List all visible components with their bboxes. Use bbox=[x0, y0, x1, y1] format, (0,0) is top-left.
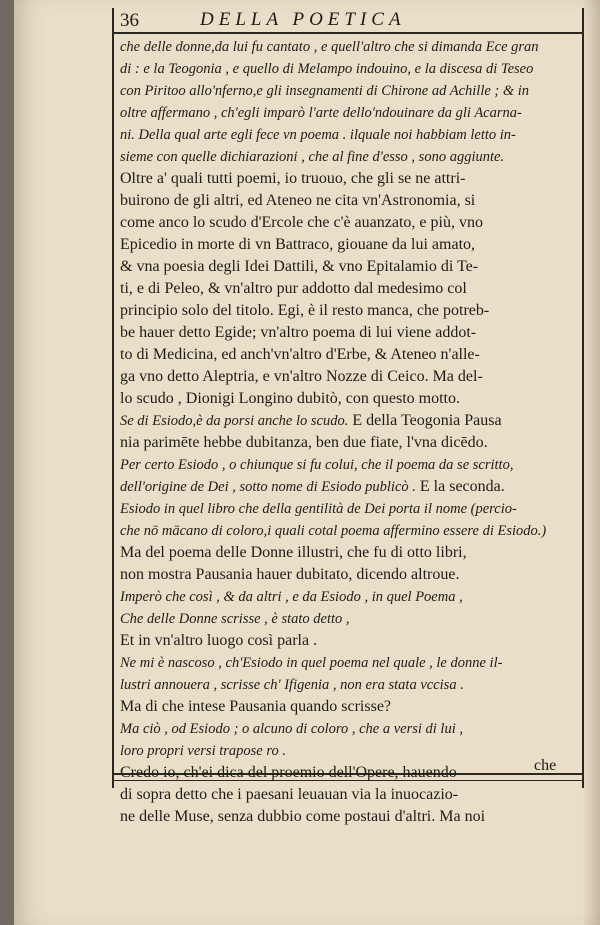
text-line: buirono de gli altri, ed Ateneo ne cita vn'Astronomia, si bbox=[120, 192, 476, 209]
text-line: con Piritoo allo'nferno,e gli insegnamenti di Chirone ad Achille ; & in bbox=[120, 83, 530, 99]
text-line: ni. Della qual arte egli fece vn poema . ilquale noi habbiam letto in- bbox=[120, 127, 516, 143]
text-line: come anco lo scudo d'Ercole che c'è auanzato, e più, vno bbox=[120, 214, 483, 231]
text-line: Ma del poema delle Donne illustri, che fu di otto libri, bbox=[120, 544, 467, 561]
text-line: Per certo Esiodo , o chiunque si fu colui, che il poema da se scritto, bbox=[120, 457, 514, 473]
text-line: Epicedio in morte di vn Battraco, giouane da lui amato, bbox=[120, 236, 476, 253]
text-line bbox=[120, 410, 576, 432]
page-number: 36 bbox=[120, 10, 139, 31]
text-line: Et in vn'altro luogo così parla . bbox=[120, 632, 318, 649]
text-line: principio solo del titolo. Egi, è il resto manca, che potreb- bbox=[120, 302, 490, 319]
text-line: Esiodo in quel libro che della gentilità de Dei porta il nome (percio- bbox=[120, 501, 517, 517]
text-line: di : e la Teogonia , e quello di Melampo indouino, e la discesa di Teseo bbox=[120, 61, 534, 77]
body-text bbox=[120, 36, 576, 828]
text-line: che nō mācano di coloro,i quali cotal poema affermino essere di Esiodo.) bbox=[120, 523, 547, 539]
roman-run: E la seconda. bbox=[415, 478, 505, 495]
text-line: lo scudo , Dionigi Longino dubitò, con questo motto. bbox=[120, 390, 460, 407]
text-line: Credo io, ch'ei dica del proemio dell'Opere, hauendo bbox=[120, 764, 457, 781]
text-line: be hauer detto Egide; vn'altro poema di lui viene addot- bbox=[120, 324, 477, 341]
page-edge-shadow bbox=[582, 0, 600, 925]
text-line: oltre affermano , ch'egli imparò l'arte dello'ndouinare da gli Acarna- bbox=[120, 105, 522, 121]
text-line: Che delle Donne scrisse , è stato detto , bbox=[120, 611, 350, 627]
text-line: che delle donne,da lui fu cantato , e quell'altro che si dimanda Ece gran bbox=[120, 39, 539, 55]
text-line: ne delle Muse, senza dubbio come postaui d'altri. Ma noi bbox=[120, 808, 486, 825]
text-line: Ma di che intese Pausania quando scrisse? bbox=[120, 698, 392, 715]
text-line: lustri annouera , scrisse ch' Ifigenia , non era stata vccisa . bbox=[120, 677, 464, 693]
text-line: Ne mi è nascoso , ch'Esiodo in quel poema nel quale , le donne il- bbox=[120, 655, 503, 671]
header-rule bbox=[112, 32, 582, 34]
roman-run: E della Teogonia Pausa bbox=[348, 412, 502, 429]
text-line: to di Medicina, ed anch'vn'altro d'Erbe, & Ateneo n'alle- bbox=[120, 346, 480, 363]
text-line: Oltre a' quali tutti poemi, io truouo, che gli se ne attri- bbox=[120, 170, 466, 187]
text-line: nia parimēte hebbe dubitanza, ben due fiate, l'vna dicēdo. bbox=[120, 434, 488, 451]
text-line bbox=[120, 476, 576, 498]
text-line: Imperò che così , & da altri , e da Esiodo , in quel Poema , bbox=[120, 589, 463, 605]
text-line: non mostra Pausania hauer dubitato, dicendo altroue. bbox=[120, 566, 460, 583]
italic-run: Se di Esiodo,è da porsi anche lo scudo. bbox=[120, 413, 349, 429]
catchword: che bbox=[534, 757, 557, 774]
text-line: sieme con quelle dichiarazioni , che al fine d'esso , sono aggiunte. bbox=[120, 149, 505, 165]
text-line: ga vno detto Aleptria, e vn'altro Nozze di Ceico. Ma del- bbox=[120, 368, 483, 385]
text-line: di sopra detto che i paesani leuauan via la inuocazio- bbox=[120, 786, 459, 803]
italic-run: dell'origine de Dei , sotto nome di Esiodo publicò . bbox=[120, 479, 416, 495]
text-line: Ma ciò , od Esiodo ; o alcuno di coloro , che a versi di lui , bbox=[120, 721, 463, 737]
text-line: & vna poesia degli Idei Dattili, & vno Epitalamio di Te- bbox=[120, 258, 479, 275]
text-line: ti, e di Peleo, & vn'altro pur addotto dal medesimo col bbox=[120, 280, 467, 297]
text-line: loro propri versi trapose ro . bbox=[120, 743, 286, 759]
running-title: DELLA POETICA bbox=[200, 9, 406, 30]
